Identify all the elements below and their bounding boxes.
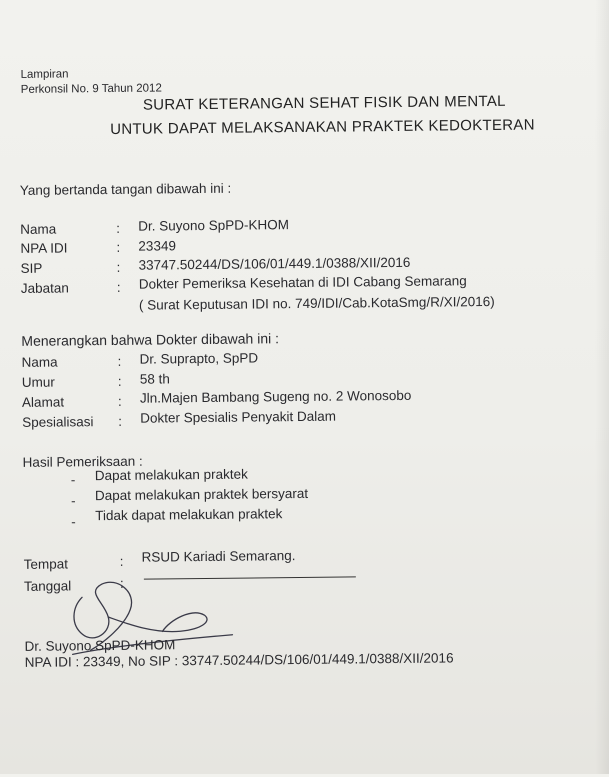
signer-jabatan-note: ( Surat Keputusan IDI no. 749/IDI/Cab.KotaSmg/R/XI/2016) [138,293,495,313]
tempat-label: Tempat [23,556,69,572]
intro-text: Yang bertanda tangan dibawah ini : [19,180,232,198]
colon: : [116,259,121,275]
colon: : [118,413,123,429]
signer-sip-value: 33747.50244/DS/106/01/449.1/0388/XII/2016 [138,254,411,273]
subject-intro: Menerangkan bahwa Dokter dibawah ini : [21,330,280,349]
colon: : [119,553,124,569]
colon: : [116,279,121,295]
page-shadow [595,0,609,774]
title-line-2: UNTUK DAPAT MELAKSANAKAN PRAKTEK KEDOKTERAN [110,116,535,138]
signer-sip-label: SIP [20,260,43,276]
signer-npa-label: NPA IDI [20,240,68,256]
signer-nama-label: Nama [20,221,57,237]
signer-jabatan-value: Dokter Pemeriksa Kesehatan di IDI Cabang Semarang [138,273,467,292]
signer-nama-value: Dr. Suyono SpPD-KHOM [138,217,290,234]
tanggal-label: Tanggal [23,578,72,594]
colon: : [116,239,121,255]
subject-spesialisasi-label: Spesialisasi [22,414,94,430]
hasil-item: Dapat melakukan praktek [94,466,248,484]
colon: : [117,393,122,409]
hasil-label: Hasil Pemeriksaan : [22,453,143,470]
subject-umur-label: Umur [21,374,55,390]
subject-nama-label: Nama [21,354,58,370]
signer-npa-value: 23349 [138,238,177,254]
dash-bullet: - [70,472,76,488]
dash-bullet: - [71,514,76,530]
colon: : [116,220,121,236]
signer-name: Dr. Suyono SpPD-KHOM [24,637,176,654]
hasil-item: Tidak dapat melakukan praktek [95,506,283,524]
subject-nama-value: Dr. Suprapto, SpPD [139,350,259,367]
subject-umur-value: 58 th [139,371,170,387]
signer-jabatan-label: Jabatan [20,280,69,296]
signer-ids: NPA IDI : 23349, No SIP : 33747.50244/DS/106/01/449.1/0388/XII/2016 [24,650,454,670]
subject-alamat-label: Alamat [21,394,65,410]
dash-bullet: - [70,493,76,509]
perkonsil-label: Perkonsil No. 9 Tahun 2012 [20,82,162,96]
colon: : [117,373,122,389]
hasil-item: Dapat melakukan praktek bersyarat [94,485,309,504]
colon: : [117,353,122,369]
subject-alamat-value: Jln.Majen Bambang Sugeng no. 2 Wonosobo [139,387,412,406]
title-line-1: SURAT KETERANGAN SEHAT FISIK DAN MENTAL [142,92,506,114]
subject-spesialisasi-value: Dokter Spesialis Penyakit Dalam [140,408,337,426]
lampiran-label: Lampiran [20,68,69,81]
colon: : [119,575,124,591]
tempat-value: RSUD Kariadi Semarang. [141,548,296,565]
